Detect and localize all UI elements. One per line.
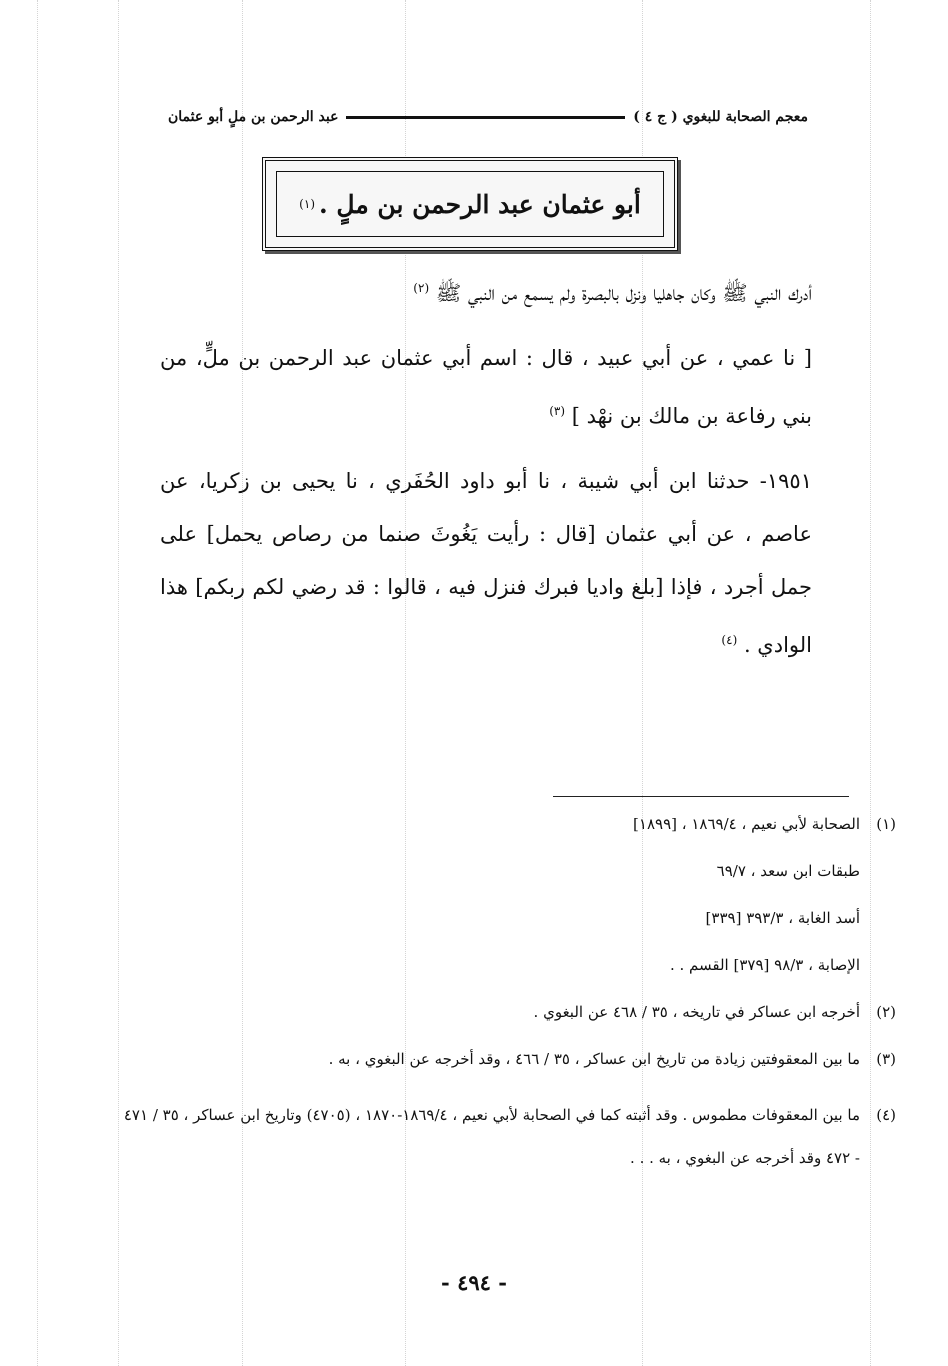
paragraph xyxy=(160,262,812,320)
scan-guide-line xyxy=(118,0,119,1366)
footnote xyxy=(120,1094,896,1180)
footnote-subline: طبقات ابن سعد ، ٦٩/٧ xyxy=(716,862,860,880)
footnote-ref: (٢) xyxy=(413,281,430,295)
body-text xyxy=(160,262,812,684)
footnote-separator xyxy=(553,796,849,797)
footnote-subline: أسد الغابة ، ٣٩٣/٣ [٣٣٩] xyxy=(705,909,860,927)
header-book-title: معجم الصحابة للبغوي ( ج ٤ ) xyxy=(633,109,808,125)
footnote-subline: الإصابة ، ٩٨/٣ [٣٧٩] القسم . . xyxy=(669,956,860,974)
title-footnote-ref: (١) xyxy=(299,197,315,211)
header-entry-name: عبد الرحمن بن ملٍ أبو عثمان xyxy=(168,109,339,125)
footnote-text: ما بين المعقوفتين زيادة من تاريخ ابن عساكر ، ٣٥ / ٤٦٦ ، وقد أخرجه عن البغوي ، به . xyxy=(328,1050,860,1068)
footnote-number: (١) xyxy=(876,815,896,833)
footnote-text: الصحابة لأبي نعيم ، ١٨٦٩/٤ ، [١٨٩٩] xyxy=(633,815,860,833)
header-rule xyxy=(346,116,625,119)
footnote-text: أخرجه ابن عساكر في تاريخه ، ٣٥ / ٤٦٨ عن البغوي . xyxy=(533,1003,860,1021)
footnote xyxy=(120,1047,896,1071)
paragraph xyxy=(160,455,812,672)
footnote-number: (٣) xyxy=(876,1050,896,1068)
footnote-number: (٤) xyxy=(876,1106,896,1124)
footnote xyxy=(120,1000,896,1024)
entry-title-box xyxy=(262,157,678,251)
footnote-text: ما بين المعقوفات مطموس . وقد أثبته كما في الصحابة لأبي نعيم ، ١٨٦٩/٤-١٨٧٠ ، (٤٧٠٥) وتاريخ ابن عساكر ، ٣٥ / ٤٧١ - ٤٧٢ وقد أخرجه عن البغوي ، به . . . xyxy=(123,1106,860,1167)
footnote xyxy=(120,812,896,977)
entry-title-inner xyxy=(276,171,664,237)
running-header xyxy=(168,100,808,134)
entry-title: أبو عثمان عبد الرحمن بن ملٍ . xyxy=(319,189,641,219)
page-number: - ٤٩٤ - xyxy=(441,1270,507,1295)
scan-guide-line xyxy=(37,0,38,1366)
paragraph-text: [ نا عمي ، عن أبي عبيد ، قال : اسم أبي عثمان عبد الرحمن بن ملٍّ، من بني رفاعة بن مالك بن نهْد ] xyxy=(160,346,812,428)
paragraph xyxy=(160,332,812,443)
paragraph-text: أدرك النبي ﷺ وكان جاهليا ونزل بالبصرة ولم يسمع من النبي ﷺ xyxy=(435,281,812,305)
footnote-ref: (٤) xyxy=(721,633,738,647)
paragraph-text: ١٩٥١- حدثنا ابن أبي شيبة ، نا أبو داود الحُفَري ، نا يحيى بن زكريا، عن عاصم ، عن أبي عثمان [قال : رأيت يَغُوثَ صنما من رصاص يحمل] على جمل أجرد ، فإذا [بلغ واديا فبرك فنزل فيه ، قالوا : قد رضي لكم ربكم] هذا الوادي . xyxy=(160,469,812,657)
footnote-ref: (٣) xyxy=(549,404,566,418)
footnote-number: (٢) xyxy=(876,1003,896,1021)
footnotes xyxy=(120,812,896,1203)
